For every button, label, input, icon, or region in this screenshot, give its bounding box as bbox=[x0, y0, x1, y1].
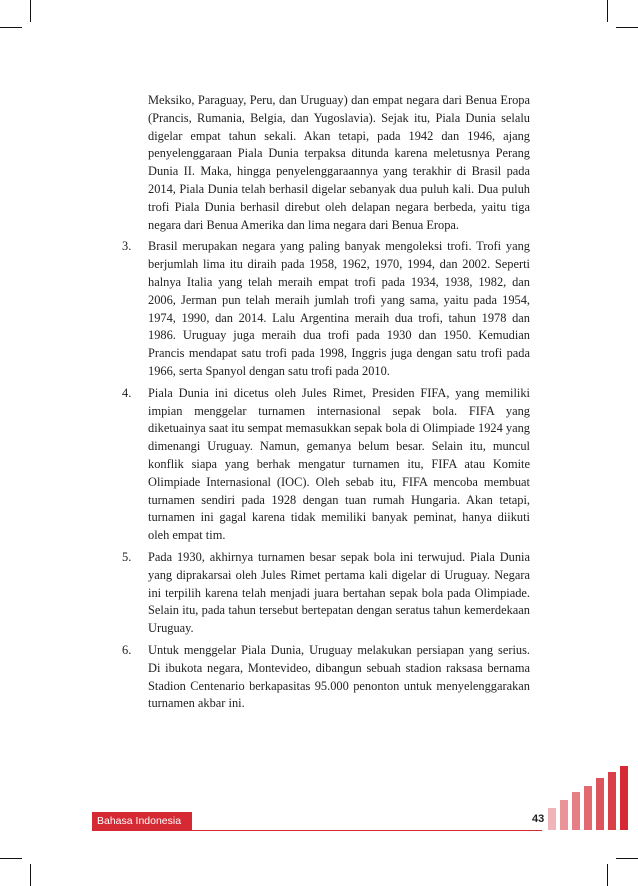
list-item-text: Pada 1930, akhirnya turnamen besar sepak bola ini terwujud. Piala Dunia yang diprakarsai oleh Jules Rimet pertama kali digelar di Uruguay. Negara ini terpilih karena telah menjadi juara bertahan sepak bola pada Olimpiade. Selain itu, pada tahun tersebut bertepatan dengan seratus tahun kemerdekaan Uruguay. bbox=[148, 549, 530, 636]
list-item-text: Brasil merupakan negara yang paling banyak mengoleksi trofi. Trofi yang berjumlah lima itu diraih pada 1958, 1962, 1970, 1994, dan 2002. Seperti halnya Italia yang telah meraih empat trofi pada 1934, 1938, 1982, dan 2006, Jerman pun telah meraih jumlah trofi yang sama, yaitu pada 1954, 1974, 1990, dan 2014. Lalu Argentina meraih dua trofi, tahun 1978 dan 1986. Uruguay juga meraih dua trofi pada 1930 dan 1950. Kemudian Prancis mendapat satu trofi pada 1998, Inggris juga dengan satu trofi pada 1966, serta Spanyol dengan satu trofi pada 2010. bbox=[148, 239, 530, 378]
list-item-number: 4. bbox=[122, 385, 132, 400]
book-title-label: Bahasa Indonesia bbox=[92, 812, 192, 830]
decor-stripe bbox=[596, 778, 604, 830]
crop-mark bbox=[616, 27, 638, 28]
list-item bbox=[112, 549, 530, 638]
crop-mark bbox=[30, 0, 31, 22]
crop-mark bbox=[607, 864, 608, 886]
decor-stripe bbox=[584, 786, 592, 830]
crop-mark bbox=[0, 858, 22, 859]
list-item-text: Piala Dunia ini dicetus oleh Jules Rimet, Presiden FIFA, yang memiliki impian menggelar turnamen internasional sepak bola. FIFA yang diketuainya saat itu sempat memasukkan sepak bola di Olimpiade 1924 yang dimenangi Uruguay. Namun, gemanya belum besar. Selain itu, muncul konflik siapa yang berhak mengatur turnamen itu, FIFA atau Komite Olimpiade Internasional (IOC). Oleh sebab itu, FIFA mencoba membuat turnamen sendiri pada 1928 dengan tuan rumah Hungaria. Akan tetapi, turnamen ini gagal karena tidak memiliki banyak peminat, hanya diikuti oleh empat tim. bbox=[148, 385, 530, 543]
list-item-number: 5. bbox=[122, 549, 132, 564]
decor-stripe bbox=[560, 800, 568, 830]
list-item bbox=[112, 238, 530, 380]
decor-stripe bbox=[572, 792, 580, 830]
crop-mark bbox=[616, 858, 638, 859]
page-body bbox=[112, 92, 530, 713]
list-item bbox=[112, 642, 530, 713]
continuation-paragraph: Meksiko, Paraguay, Peru, dan Uruguay) dan empat negara dari Benua Eropa (Prancis, Rumania, Belgia, dan Yugoslavia). Sejak itu, Piala Dunia selalu digelar empat tahun sekali. Akan tetapi, pada 1942 dan 1946, ajang penyelenggaraan Piala Dunia terpaksa ditunda karena meletusnya Perang Dunia II. Maka, hingga penyelenggaraannya yang terakhir di Brasil pada 2014, Piala Dunia telah berhasil digelar sebanyak dua puluh kali. Dua puluh trofi Piala Dunia berhasil direbut oleh delapan negara berbeda, yaitu tiga negara dari Benua Amerika dan lima negara dari Benua Eropa. bbox=[148, 93, 530, 232]
decor-stripe bbox=[620, 766, 628, 830]
crop-mark bbox=[607, 0, 608, 22]
list-item-number: 6. bbox=[122, 642, 132, 657]
list-item bbox=[112, 385, 530, 545]
crop-mark bbox=[30, 864, 31, 886]
decor-stripe bbox=[608, 772, 616, 830]
page-number: 43 bbox=[532, 813, 545, 825]
crop-mark bbox=[0, 27, 22, 28]
decor-stripe bbox=[548, 808, 556, 830]
list-item-number: 3. bbox=[122, 239, 132, 254]
list-item-text: Untuk menggelar Piala Dunia, Uruguay melakukan persiapan yang serius. Di ibukota negara, Montevideo, dibangun sebuah stadion raksasa bernama Stadion Centenario berkapasitas 95.000 penonton untuk menyelenggarakan turnamen akbar ini. bbox=[148, 642, 530, 711]
